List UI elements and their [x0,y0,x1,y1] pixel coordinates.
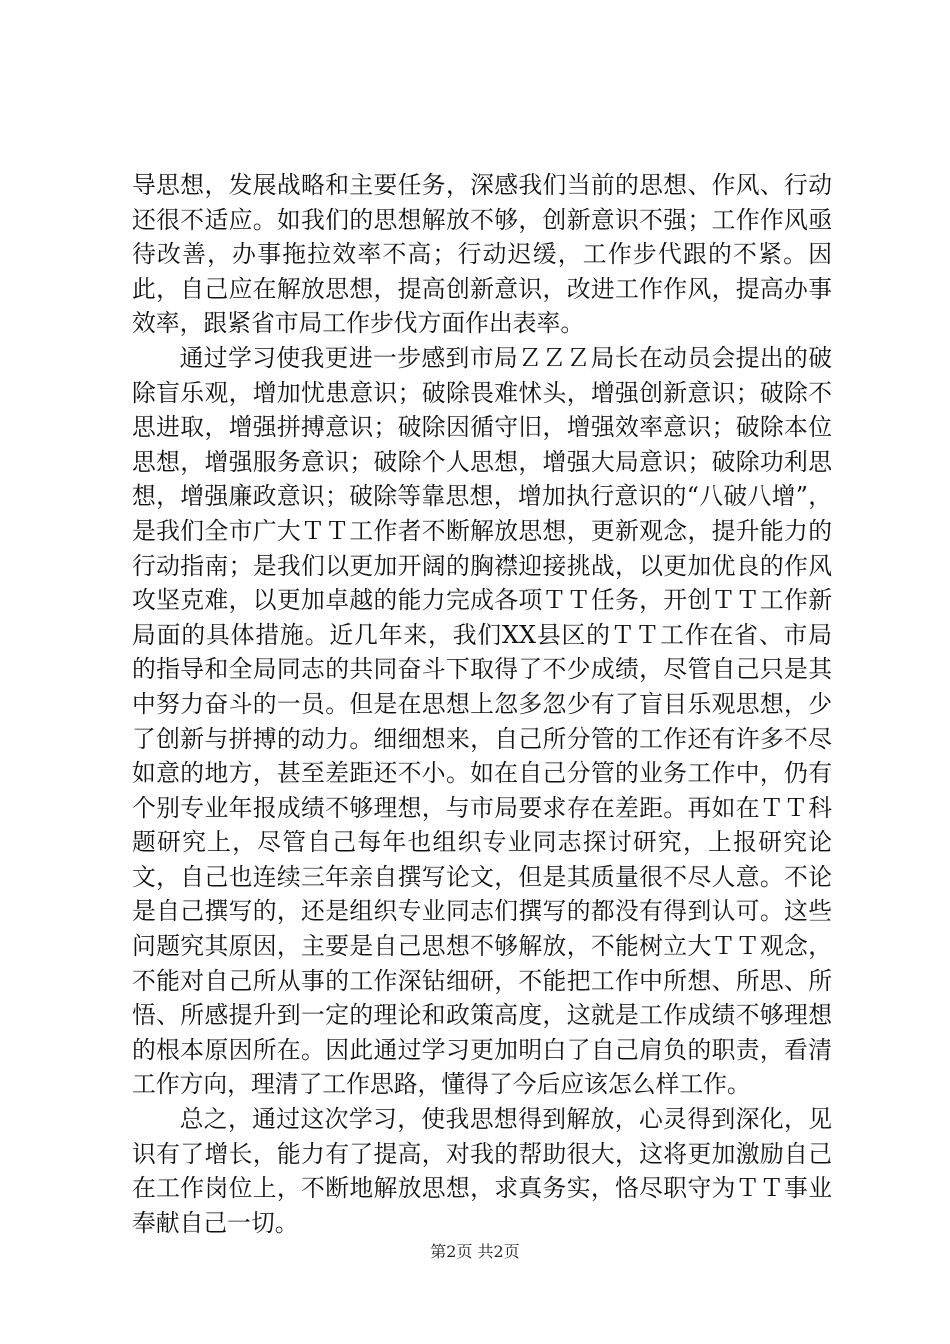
page-footer: 第2页 共2页 [430,1242,520,1261]
paragraph-study-reflection: 通过学习使我更进一步感到市局ＺＺＺ局长在动员会提出的破除盲乐观，增加忧患意识；破除畏难怵头，增强创新意识；破除不思进取，增强拼搏意识；破除因循守旧，增强效率意识；破除本位思想，增强服务意识；破除个人思想，增强大局意识；破除功利思想，增强廉政意识；破除等靠思想，增加执行意识的“八破八增”，是我们全市广大ＴＴ工作者不断解放思想，更新观念，提升能力的行动指南；是我们以更加开阔的胸襟迎接挑战，以更加优良的作风攻坚克难，以更加卓越的能力完成各项ＴＴ任务，开创ＴＴ工作新局面的具体措施。近几年来，我们XX县区的ＴＴ工作在省、市局的指导和全局同志的共同奋斗下取得了不少成绩，尽管自己只是其中努力奋斗的一员。但是在思想上忽多忽少有了盲目乐观思想，少了创新与拼搏的动力。细细想来，自己所分管的工作还有许多不尽如意的地方，甚至差距还不小。如在自己分管的业务工作中，仍有个别专业年报成绩不够理想，与市局要求存在差距。再如在ＴＴ科题研究上，尽管自己每年也组织专业同志探讨研究，上报研究论文，自己也连续三年亲自撰写论文，但是其质量很不尽人意。不论是自己撰写的，还是组织专业同志们撰写的都没有得到认可。这些问题究其原因，主要是自己思想不够解放，不能树立大ＴＴ观念，不能对自己所从事的工作深钻细研，不能把工作中所想、所思、所悟、所感提升到一定的理论和政策高度，这就是工作成绩不够理想的根本原因所在。因此通过学习更加明白了自己肩负的职责，看清工作方向，理清了工作思路，懂得了今后应该怎么样工作。 [132,343,832,1099]
paragraph-continuation: 导思想，发展战略和主要任务，深感我们当前的思想、作风、行动还很不适应。如我们的思想解放不够，创新意识不强；工作作风亟待改善，办事拖拉效率不高；行动迟缓，工作步代跟的不紧。因此，自己应在解放思想，提高创新意识，改进工作作风，提高办事效率，跟紧省市局工作步伐方面作出表率。 [132,171,832,338]
document-body [132,168,832,1240]
paragraph-conclusion: 总之，通过这次学习，使我思想得到解放，心灵得到深化，见识有了增长，能力有了提高，对我的帮助很大，这将更加激励自己在工作岗位上，不断地解放思想，求真务实，恪尽职守为ＴＴ事业奉献自己一切。 [132,1105,832,1237]
